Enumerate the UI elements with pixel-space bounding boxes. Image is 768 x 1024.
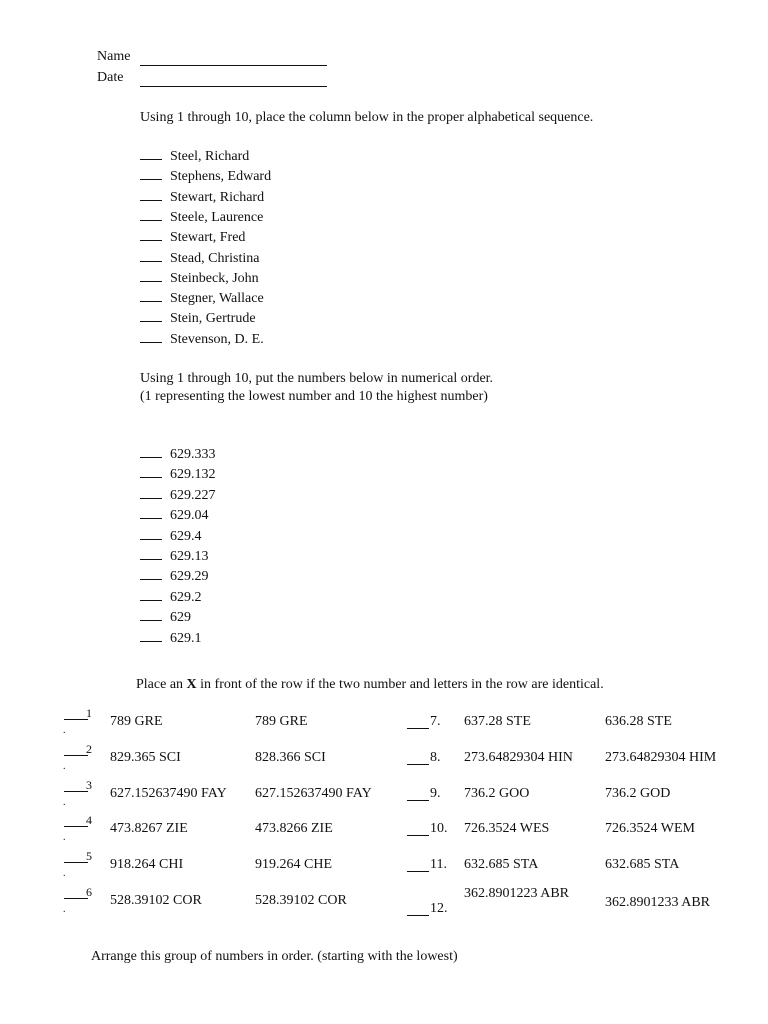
answer-blank[interactable] — [140, 546, 162, 560]
list-item — [140, 187, 264, 206]
list-item-text: Stein, Gertrude — [170, 311, 256, 327]
answer-blank[interactable] — [140, 187, 162, 201]
list-item — [140, 288, 264, 307]
row-value-a: 918.264 CHI — [110, 857, 184, 873]
instruction-text-after: in front of the row if the two number and letters in the row are identical. — [196, 677, 604, 692]
list-item — [140, 546, 209, 565]
answer-blank[interactable] — [140, 288, 162, 302]
answer-blank[interactable] — [407, 835, 429, 836]
row-value-a: 829.365 SCI — [110, 749, 181, 765]
list-item-text: Stevenson, D. E. — [170, 331, 264, 347]
row-value-a: 726.3524 WES — [464, 821, 550, 837]
list-item — [140, 587, 202, 606]
row-number: 3 — [86, 777, 92, 792]
answer-blank[interactable] — [140, 485, 162, 499]
list-item-text: 629.04 — [170, 508, 209, 524]
row-value-a: 789 GRE — [110, 714, 163, 729]
answer-blank[interactable] — [140, 329, 162, 343]
answer-blank[interactable] — [140, 166, 162, 180]
instruction-text-before: Place an — [136, 677, 187, 692]
answer-blank[interactable] — [64, 719, 88, 720]
list-item — [140, 248, 259, 267]
answer-blank[interactable] — [140, 248, 162, 262]
row-number: 4 — [86, 813, 92, 828]
row-dot: . — [63, 725, 66, 736]
list-item-text: 629.29 — [170, 569, 209, 585]
row-dot: . — [63, 796, 66, 808]
row-number: 6 — [86, 885, 92, 899]
row-value-a: 627.152637490 FAY — [110, 785, 227, 801]
row-value-a: 632.685 STA — [464, 857, 539, 873]
row-value-b: 726.3524 WEM — [605, 821, 695, 837]
answer-blank[interactable] — [140, 505, 162, 519]
list-item-text: Steele, Laurence — [170, 209, 264, 225]
list-item — [140, 526, 202, 545]
list-item — [140, 146, 249, 165]
row-dot: . — [63, 832, 66, 844]
answer-blank[interactable] — [64, 791, 88, 792]
answer-blank[interactable] — [64, 898, 88, 899]
row-number: 7. — [430, 714, 441, 729]
answer-blank[interactable] — [407, 764, 429, 765]
row-value-b: 919.264 CHE — [255, 857, 332, 873]
answer-blank[interactable] — [140, 207, 162, 221]
list-item — [140, 485, 216, 504]
row-dot: . — [63, 760, 66, 772]
list-item — [140, 329, 264, 348]
row-value-b: 473.8266 ZIE — [255, 821, 333, 837]
row-value-b: 828.366 SCI — [255, 749, 326, 765]
row-number: 9. — [430, 785, 441, 801]
list-item-text: 629.1 — [170, 630, 202, 646]
answer-blank[interactable] — [140, 464, 162, 478]
row-value-a: 528.39102 COR — [110, 893, 202, 908]
numerical-instruction-line2: (1 representing the lowest number and 10 the highest number) — [140, 389, 488, 404]
list-item-text: 629.333 — [170, 447, 216, 462]
name-field[interactable] — [140, 65, 327, 66]
row-number: 8. — [430, 749, 441, 765]
arrange-instruction: Arrange this group of numbers in order. (starting with the lowest) — [91, 949, 458, 964]
list-item — [140, 308, 256, 327]
answer-blank[interactable] — [140, 308, 162, 322]
row-number: 2 — [86, 741, 92, 756]
row-value-b: 362.8901233 ABR — [605, 895, 711, 910]
answer-blank[interactable] — [140, 268, 162, 282]
answer-blank[interactable] — [407, 728, 429, 729]
list-item-text: 629.13 — [170, 549, 209, 564]
answer-blank[interactable] — [64, 755, 88, 756]
list-item-text: 629.132 — [170, 467, 216, 483]
list-item — [140, 607, 191, 626]
answer-blank[interactable] — [140, 587, 162, 601]
list-item-text: Stead, Christina — [170, 250, 260, 266]
row-value-a: 736.2 GOO — [464, 785, 530, 801]
list-item-text: 629 — [170, 610, 191, 626]
row-value-b: 632.685 STA — [605, 857, 680, 873]
row-value-b: 627.152637490 FAY — [255, 785, 372, 801]
numerical-instruction-line1: Using 1 through 10, put the numbers below in numerical order. — [140, 371, 494, 386]
list-item — [140, 505, 209, 524]
row-number: 12. — [430, 901, 448, 916]
list-item-text: 629.2 — [170, 589, 202, 605]
list-item — [140, 166, 271, 185]
answer-blank[interactable] — [140, 227, 162, 241]
row-value-a: 473.8267 ZIE — [110, 821, 188, 837]
answer-blank[interactable] — [140, 607, 162, 621]
row-number: 10. — [430, 821, 448, 837]
row-value-b: 273.64829304 HIM — [605, 749, 717, 765]
list-item-text: Stegner, Wallace — [170, 291, 264, 307]
list-item — [140, 444, 216, 463]
row-number: 1 — [86, 706, 92, 720]
list-item-text: Steel, Richard — [170, 149, 250, 164]
answer-blank[interactable] — [140, 526, 162, 540]
row-value-b: 789 GRE — [255, 714, 308, 729]
list-item — [140, 628, 202, 647]
answer-blank[interactable] — [140, 146, 162, 160]
list-item — [140, 268, 259, 287]
row-number: 5 — [86, 849, 92, 864]
row-dot: . — [63, 904, 66, 915]
row-number: 11. — [430, 857, 447, 873]
answer-blank[interactable] — [407, 871, 429, 872]
answer-blank[interactable] — [140, 444, 162, 458]
name-label: Name — [97, 49, 131, 64]
answer-blank[interactable] — [407, 915, 429, 916]
instruction-x-mark: X — [186, 677, 197, 692]
list-item-text: Steinbeck, John — [170, 270, 259, 286]
row-value-a: 273.64829304 HIN — [464, 749, 573, 765]
alphabetical-instruction: Using 1 through 10, place the column below in the proper alphabetical sequence. — [140, 110, 594, 125]
list-item-text: 629.227 — [170, 487, 216, 503]
list-item-text: Stewart, Richard — [170, 189, 265, 205]
list-item — [140, 464, 216, 483]
list-item — [140, 227, 245, 246]
date-label: Date — [97, 70, 124, 85]
list-item-text: Stewart, Fred — [170, 230, 246, 246]
row-value-b: 636.28 STE — [605, 714, 672, 729]
row-value-b: 528.39102 COR — [255, 893, 347, 908]
row-value-b: 736.2 GOD — [605, 785, 671, 801]
identical-instruction — [136, 677, 604, 693]
answer-blank[interactable] — [140, 566, 162, 580]
row-dot: . — [63, 868, 66, 880]
list-item — [140, 207, 263, 226]
answer-blank[interactable] — [407, 800, 429, 801]
answer-blank[interactable] — [140, 628, 162, 642]
answer-blank[interactable] — [64, 826, 88, 827]
answer-blank[interactable] — [64, 862, 88, 863]
list-item-text: 629.4 — [170, 528, 202, 544]
row-value-a: 362.8901223 ABR — [464, 886, 570, 901]
row-value-a: 637.28 STE — [464, 714, 531, 729]
list-item — [140, 566, 209, 585]
list-item-text: Stephens, Edward — [170, 169, 272, 185]
date-field[interactable] — [140, 86, 327, 87]
